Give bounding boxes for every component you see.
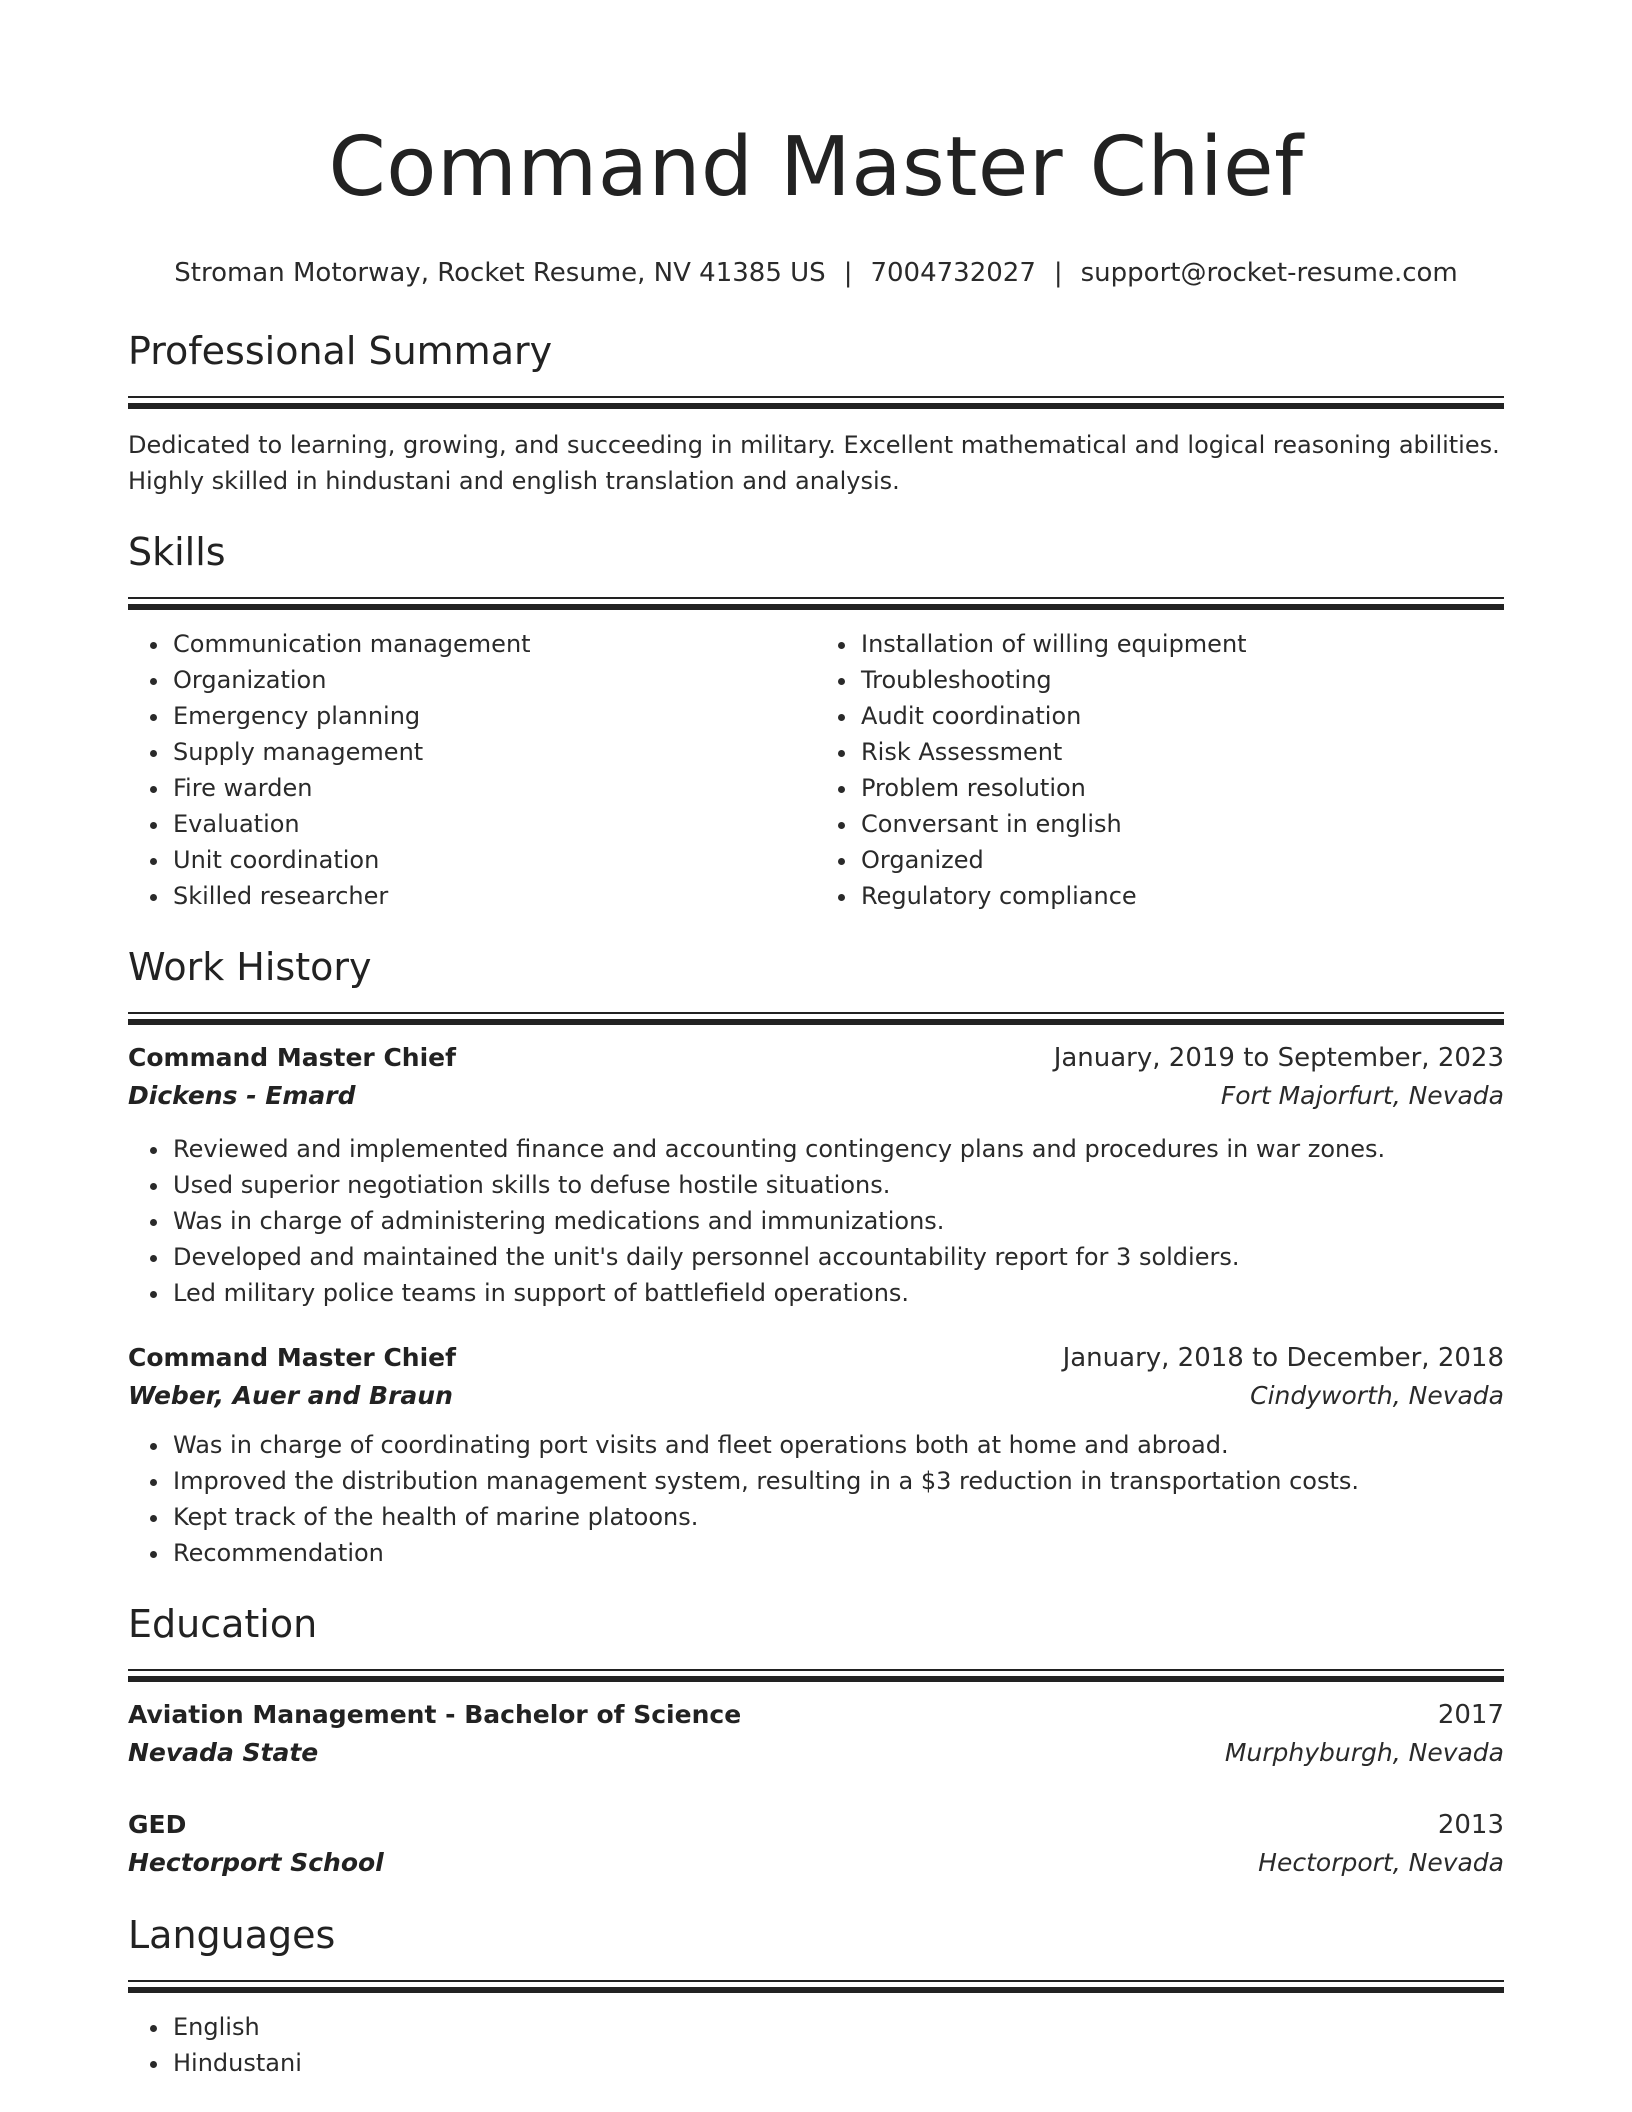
contact-address: Stroman Motorway, Rocket Resume, NV 41385 US (174, 258, 826, 288)
language-item: • English (171, 2009, 1504, 2045)
skill-item: • Communication management (171, 626, 816, 662)
skill-item: • Organization (171, 662, 816, 698)
education-location: Murphyburgh, Nevada (1224, 1738, 1504, 1767)
job-employer: Weber, Auer and Braun (128, 1381, 453, 1410)
job-header-row (128, 1039, 1504, 1077)
job-bullets (128, 1427, 1504, 1571)
skill-item: • Audit coordination (859, 698, 1504, 734)
job-dates: January, 2019 to September, 2023 (1053, 1043, 1504, 1073)
education-location: Hectorport, Nevada (1258, 1848, 1504, 1877)
job-bullet: • Developed and maintained the unit's daily personnel accountability report for 3 soldiers. (171, 1239, 1504, 1275)
education-degree: GED (128, 1810, 187, 1839)
job-title: Command Master Chief (128, 1043, 457, 1072)
job-bullet: • Led military police teams in support of battlefield operations. (171, 1275, 1504, 1311)
section-divider (128, 597, 1504, 610)
job-dates: January, 2018 to December, 2018 (1062, 1343, 1504, 1373)
job-bullets (128, 1131, 1504, 1311)
job-bullet: • Recommendation (171, 1535, 1504, 1571)
skill-item: • Unit coordination (171, 842, 816, 878)
skills-title: Skills (128, 530, 226, 574)
education-section (128, 1601, 1504, 1882)
contact-line (128, 256, 1504, 290)
skill-item: • Installation of willing equipment (859, 626, 1504, 662)
summary-section (128, 328, 1504, 499)
job-employer-row (128, 1377, 1504, 1415)
skill-item: • Problem resolution (859, 770, 1504, 806)
languages-title: Languages (128, 1913, 336, 1957)
education-header-row (128, 1696, 1504, 1734)
education-title: Education (128, 1602, 318, 1646)
languages-section (128, 1912, 1504, 2081)
job-employer: Dickens - Emard (128, 1081, 356, 1110)
education-entry (128, 1696, 1504, 1772)
job-location: Cindyworth, Nevada (1250, 1381, 1504, 1410)
job-location: Fort Majorfurt, Nevada (1220, 1081, 1504, 1110)
education-school-row (128, 1734, 1504, 1772)
language-item: • Hindustani (171, 2045, 1504, 2081)
skill-item: • Supply management (171, 734, 816, 770)
job-bullet: • Kept track of the health of marine platoons. (171, 1499, 1504, 1535)
skills-section (128, 529, 1504, 914)
job-bullet: • Was in charge of administering medications and immunizations. (171, 1203, 1504, 1239)
skills-list-right (816, 626, 1504, 914)
skill-item: • Emergency planning (171, 698, 816, 734)
contact-email[interactable]: support@rocket-resume.com (1080, 258, 1458, 288)
work-title: Work History (128, 945, 372, 989)
education-degree: Aviation Management - Bachelor of Science (128, 1700, 742, 1729)
skills-columns (128, 626, 1504, 914)
skill-item: • Conversant in english (859, 806, 1504, 842)
languages-list (128, 2009, 1504, 2081)
skill-item: • Fire warden (171, 770, 816, 806)
job-bullet: • Was in charge of coordinating port visits and fleet operations both at home and abroad. (171, 1427, 1504, 1463)
summary-title: Professional Summary (128, 329, 553, 373)
education-entry (128, 1806, 1504, 1882)
education-school: Nevada State (128, 1738, 319, 1767)
education-school: Hectorport School (128, 1848, 384, 1877)
education-school-row (128, 1844, 1504, 1882)
job-bullet: • Reviewed and implemented finance and accounting contingency plans and procedures in war zones. (171, 1131, 1504, 1167)
contact-separator: | (1053, 258, 1063, 288)
education-year: 2017 (1437, 1700, 1504, 1730)
section-divider (128, 1980, 1504, 1993)
skills-list-left (128, 626, 816, 914)
job-header-row (128, 1339, 1504, 1377)
job-entry (128, 1339, 1504, 1571)
skill-item: • Organized (859, 842, 1504, 878)
education-year: 2013 (1437, 1810, 1504, 1840)
education-header-row (128, 1806, 1504, 1844)
skill-item: • Regulatory compliance (859, 878, 1504, 914)
job-entry (128, 1039, 1504, 1311)
summary-text: Dedicated to learning, growing, and succeeding in military. Excellent mathematical and logical reasoning abilities. Highly skilled in hindustani and english translation and analysis. (128, 431, 1500, 495)
job-title: Command Master Chief (128, 1343, 457, 1372)
skill-item: • Skilled researcher (171, 878, 816, 914)
skill-item: • Risk Assessment (859, 734, 1504, 770)
work-section (128, 944, 1504, 1571)
job-bullet: • Used superior negotiation skills to defuse hostile situations. (171, 1167, 1504, 1203)
job-employer-row (128, 1077, 1504, 1115)
skill-item: • Evaluation (171, 806, 816, 842)
contact-separator: | (843, 258, 853, 288)
skill-item: • Troubleshooting (859, 662, 1504, 698)
job-bullet: • Improved the distribution management system, resulting in a $3 reduction in transportation costs. (171, 1463, 1504, 1499)
section-divider (128, 396, 1504, 409)
section-divider (128, 1669, 1504, 1682)
section-divider (128, 1012, 1504, 1025)
resume-name: Command Master Chief (328, 120, 1304, 215)
contact-phone: 7004732027 (870, 258, 1036, 288)
